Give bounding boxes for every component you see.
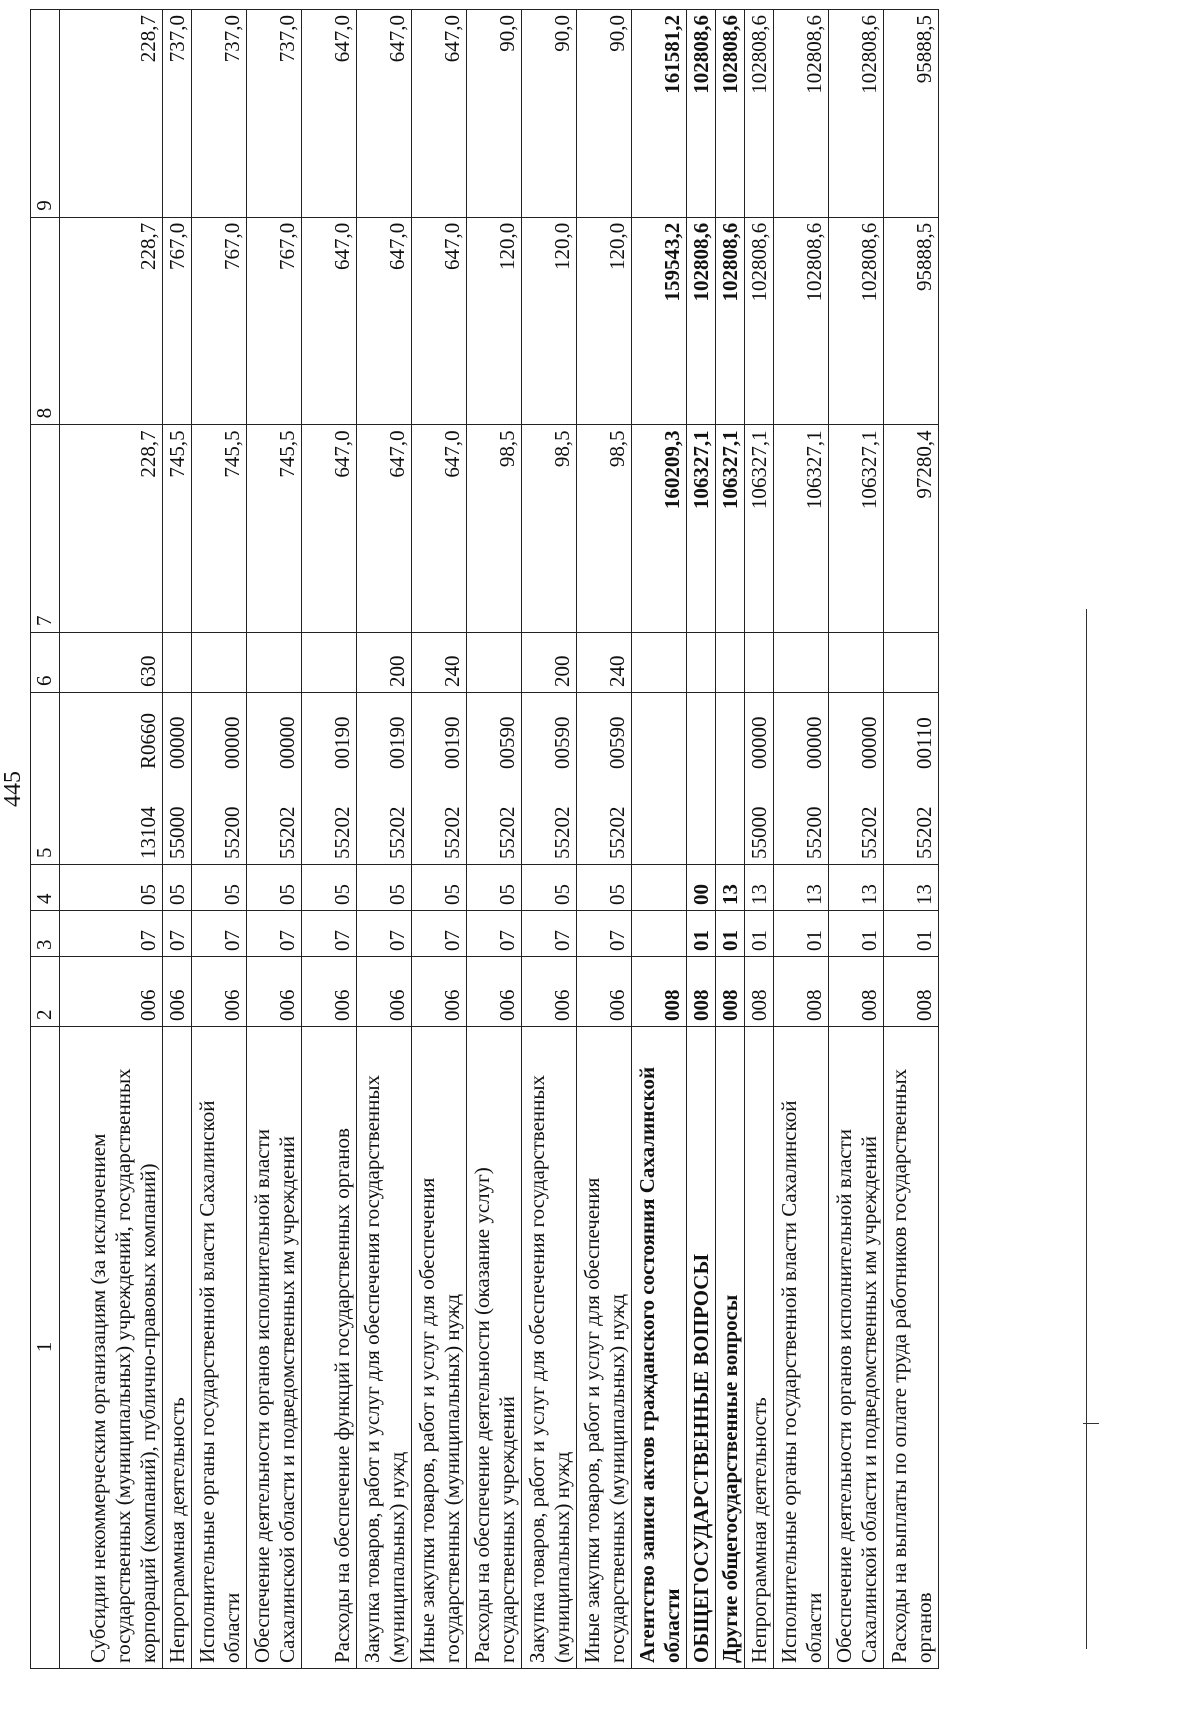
ved-code: 006 (163, 957, 192, 1027)
row-name: Иные закупки товаров, работ и услуг для обеспечения государственных (муниципальных) нужд (412, 1027, 467, 1669)
ved-code: 008 (745, 957, 774, 1027)
header-col-9: 9 (31, 10, 60, 218)
header-col-5: 5 (31, 693, 60, 865)
direction-code: 00190 (385, 716, 409, 769)
rz-code: 01 (829, 911, 884, 957)
direction-code: 00000 (165, 716, 189, 769)
row-name: Исполнительные органы государственной власти Сахалинской области (192, 1027, 247, 1669)
amount-col-8: 647,0 (412, 217, 467, 425)
direction-code: 00190 (440, 716, 464, 769)
amount-col-8: 767,0 (163, 217, 192, 425)
table-row (522, 10, 577, 1669)
header-col-7: 7 (31, 425, 60, 633)
amount-col-7: 98,5 (467, 425, 522, 633)
pr-code: 05 (302, 865, 357, 911)
ved-code: 008 (687, 957, 716, 1027)
table-row (687, 10, 716, 1669)
header-col-1: 1 (31, 1027, 60, 1669)
table-row (192, 10, 247, 1669)
row-name: ОБЩЕГОСУДАРСТВЕННЫЕ ВОПРОСЫ (687, 1027, 716, 1669)
ved-code: 006 (412, 957, 467, 1027)
row-name: Закупка товаров, работ и услуг для обеспечения государственных (муниципальных) нужд (357, 1027, 412, 1669)
table-row (302, 10, 357, 1669)
row-name: Непрограммная деятельность (163, 1027, 192, 1669)
amount-col-9: 647,0 (302, 10, 357, 218)
program-code: 55202 (550, 806, 574, 859)
expense-type-code (302, 633, 357, 693)
ved-code: 008 (632, 957, 687, 1027)
table-row (163, 10, 192, 1669)
target-article-code (192, 693, 247, 865)
program-code: 55000 (165, 806, 189, 859)
amount-col-7: 106327,1 (829, 425, 884, 633)
amount-col-8: 647,0 (302, 217, 357, 425)
pr-code: 05 (357, 865, 412, 911)
amount-col-8: 120,0 (577, 217, 632, 425)
ved-code: 008 (884, 957, 939, 1027)
table-header-row (31, 10, 60, 1669)
amount-col-9: 102808,6 (687, 10, 716, 218)
row-name: Исполнительные органы государственной власти Сахалинской области (774, 1027, 829, 1669)
amount-col-8: 647,0 (357, 217, 412, 425)
target-article-code (522, 693, 577, 865)
target-article-code (247, 693, 302, 865)
program-code: 55202 (330, 806, 354, 859)
amount-col-9: 737,0 (247, 10, 302, 218)
program-code: 55202 (857, 806, 881, 859)
rz-code: 07 (247, 911, 302, 957)
expense-type-code (247, 633, 302, 693)
amount-col-8: 228,7 (60, 217, 163, 425)
program-code: 13104 (136, 806, 160, 859)
row-name: Другие общегосударственные вопросы (716, 1027, 745, 1669)
direction-code: 00590 (550, 716, 574, 769)
program-code: 55200 (220, 806, 244, 859)
row-name: Иные закупки товаров, работ и услуг для обеспечения государственных (муниципальных) нужд (577, 1027, 632, 1669)
rz-code: 07 (412, 911, 467, 957)
expense-type-code: 630 (60, 633, 163, 693)
ved-code: 006 (467, 957, 522, 1027)
expense-type-code (687, 633, 716, 693)
amount-col-8: 95888,5 (884, 217, 939, 425)
direction-code: 00000 (275, 716, 299, 769)
program-code: 55202 (605, 806, 629, 859)
target-article-code (632, 693, 687, 865)
pr-code: 13 (716, 865, 745, 911)
expense-type-code (745, 633, 774, 693)
ved-code: 006 (357, 957, 412, 1027)
table-row (577, 10, 632, 1669)
amount-col-7: 98,5 (577, 425, 632, 633)
direction-code: 00000 (747, 716, 771, 769)
ved-code: 008 (774, 957, 829, 1027)
amount-col-9: 737,0 (163, 10, 192, 218)
table-row (357, 10, 412, 1669)
row-name: Субсидии некоммерческим организациям (за исключением государственных (муниципальных) учреждений, государственных корпораций (компаний), публично-правовых компаний) (60, 1027, 163, 1669)
amount-col-9: 90,0 (467, 10, 522, 218)
ved-code: 006 (522, 957, 577, 1027)
direction-code: 00590 (495, 716, 519, 769)
rz-code: 01 (774, 911, 829, 957)
amount-col-8: 102808,6 (716, 217, 745, 425)
row-name: Расходы на обеспечение функций государственных органов (302, 1027, 357, 1669)
pr-code: 13 (774, 865, 829, 911)
amount-col-9: 161581,2 (632, 10, 687, 218)
program-code: 55202 (495, 806, 519, 859)
row-name: Расходы на выплаты по оплате труда работников государственных органов (884, 1027, 939, 1669)
amount-col-9: 228,7 (60, 10, 163, 218)
target-article-code (357, 693, 412, 865)
amount-col-7: 745,5 (192, 425, 247, 633)
rz-code: 07 (357, 911, 412, 957)
pr-code: 05 (467, 865, 522, 911)
amount-col-8: 120,0 (467, 217, 522, 425)
program-code: 55000 (747, 806, 771, 859)
expense-type-code: 240 (577, 633, 632, 693)
expense-type-code (829, 633, 884, 693)
ved-code: 008 (716, 957, 745, 1027)
direction-code: 00190 (330, 716, 354, 769)
table-row (632, 10, 687, 1669)
rz-code: 07 (577, 911, 632, 957)
amount-col-7: 228,7 (60, 425, 163, 633)
table-row (774, 10, 829, 1669)
scan-line (1086, 609, 1087, 1649)
pr-code: 13 (829, 865, 884, 911)
header-col-8: 8 (31, 217, 60, 425)
pr-code: 05 (412, 865, 467, 911)
target-article-code (716, 693, 745, 865)
target-article-code (412, 693, 467, 865)
pr-code: 05 (247, 865, 302, 911)
amount-col-7: 647,0 (357, 425, 412, 633)
pr-code: 05 (163, 865, 192, 911)
row-name: Расходы на обеспечение деятельности (оказание услуг) государственных учреждений (467, 1027, 522, 1669)
row-name: Обеспечение деятельности органов исполнительной власти Сахалинской области и подведомственных им учреждений (247, 1027, 302, 1669)
target-article-code (829, 693, 884, 865)
expense-type-code: 200 (357, 633, 412, 693)
rz-code: 07 (163, 911, 192, 957)
rz-code: 01 (884, 911, 939, 957)
row-name: Обеспечение деятельности органов исполнительной власти Сахалинской области и подведомственных им учреждений (829, 1027, 884, 1669)
expense-type-code (774, 633, 829, 693)
expense-type-code: 240 (412, 633, 467, 693)
amount-col-7: 106327,1 (687, 425, 716, 633)
rz-code: 07 (467, 911, 522, 957)
expense-type-code: 200 (522, 633, 577, 693)
table-row (716, 10, 745, 1669)
expense-type-code (192, 633, 247, 693)
pr-code: 05 (522, 865, 577, 911)
pr-code: 00 (687, 865, 716, 911)
rz-code: 07 (60, 911, 163, 957)
amount-col-7: 647,0 (302, 425, 357, 633)
expense-type-code (632, 633, 687, 693)
ved-code: 008 (829, 957, 884, 1027)
amount-col-9: 102808,6 (774, 10, 829, 218)
program-code: 55202 (912, 806, 936, 859)
expense-type-code (884, 633, 939, 693)
amount-col-8: 102808,6 (745, 217, 774, 425)
amount-col-9: 102808,6 (745, 10, 774, 218)
table-row (745, 10, 774, 1669)
rz-code: 01 (745, 911, 774, 957)
program-code: 55202 (385, 806, 409, 859)
expense-type-code (467, 633, 522, 693)
amount-col-7: 647,0 (412, 425, 467, 633)
pr-code: 13 (884, 865, 939, 911)
amount-col-8: 102808,6 (774, 217, 829, 425)
target-article-code (745, 693, 774, 865)
budget-table (30, 9, 939, 1669)
pr-code: 05 (192, 865, 247, 911)
header-col-2: 2 (31, 957, 60, 1027)
expense-type-code (716, 633, 745, 693)
program-code: 55202 (440, 806, 464, 859)
table-row (884, 10, 939, 1669)
program-code: 55200 (802, 806, 826, 859)
program-code: 55202 (275, 806, 299, 859)
direction-code: 00000 (802, 716, 826, 769)
amount-col-9: 90,0 (577, 10, 632, 218)
header-col-6: 6 (31, 633, 60, 693)
amount-col-7: 106327,1 (745, 425, 774, 633)
ved-code: 006 (247, 957, 302, 1027)
header-col-4: 4 (31, 865, 60, 911)
amount-col-7: 745,5 (247, 425, 302, 633)
amount-col-9: 102808,6 (829, 10, 884, 218)
target-article-code (302, 693, 357, 865)
amount-col-7: 745,5 (163, 425, 192, 633)
scan-tick (1083, 1423, 1099, 1424)
table-row (829, 10, 884, 1669)
rz-code: 07 (522, 911, 577, 957)
amount-col-8: 159543,2 (632, 217, 687, 425)
direction-code: 00590 (605, 716, 629, 769)
direction-code: R0660 (136, 712, 160, 769)
amount-col-7: 160209,3 (632, 425, 687, 633)
table-row (247, 10, 302, 1669)
table-row (60, 10, 163, 1669)
amount-col-9: 737,0 (192, 10, 247, 218)
pr-code: 13 (745, 865, 774, 911)
rz-code: 07 (192, 911, 247, 957)
row-name: Агентство записи актов гражданского состояния Сахалинской области (632, 1027, 687, 1669)
ved-code: 006 (577, 957, 632, 1027)
table-row (467, 10, 522, 1669)
ved-code: 006 (60, 957, 163, 1027)
rz-code: 07 (302, 911, 357, 957)
table-row (412, 10, 467, 1669)
expense-type-code (163, 633, 192, 693)
page-number: 445 (0, 771, 26, 807)
amount-col-7: 97280,4 (884, 425, 939, 633)
target-article-code (60, 693, 163, 865)
target-article-code (884, 693, 939, 865)
amount-col-7: 106327,1 (774, 425, 829, 633)
pr-code (632, 865, 687, 911)
rz-code: 01 (687, 911, 716, 957)
amount-col-8: 767,0 (192, 217, 247, 425)
direction-code: 00110 (912, 717, 936, 769)
amount-col-8: 102808,6 (687, 217, 716, 425)
amount-col-9: 90,0 (522, 10, 577, 218)
pr-code: 05 (577, 865, 632, 911)
row-name: Закупка товаров, работ и услуг для обеспечения государственных (муниципальных) нужд (522, 1027, 577, 1669)
amount-col-9: 95888,5 (884, 10, 939, 218)
amount-col-9: 647,0 (357, 10, 412, 218)
target-article-code (163, 693, 192, 865)
row-name: Непрограммная деятельность (745, 1027, 774, 1669)
ved-code: 006 (192, 957, 247, 1027)
direction-code: 00000 (220, 716, 244, 769)
rz-code (632, 911, 687, 957)
amount-col-8: 120,0 (522, 217, 577, 425)
amount-col-7: 98,5 (522, 425, 577, 633)
amount-col-9: 647,0 (412, 10, 467, 218)
rz-code: 01 (716, 911, 745, 957)
target-article-code (687, 693, 716, 865)
amount-col-9: 102808,6 (716, 10, 745, 218)
header-col-3: 3 (31, 911, 60, 957)
ved-code: 006 (302, 957, 357, 1027)
amount-col-8: 767,0 (247, 217, 302, 425)
amount-col-8: 102808,6 (829, 217, 884, 425)
amount-col-7: 106327,1 (716, 425, 745, 633)
target-article-code (467, 693, 522, 865)
pr-code: 05 (60, 865, 163, 911)
direction-code: 00000 (857, 716, 881, 769)
target-article-code (774, 693, 829, 865)
target-article-code (577, 693, 632, 865)
